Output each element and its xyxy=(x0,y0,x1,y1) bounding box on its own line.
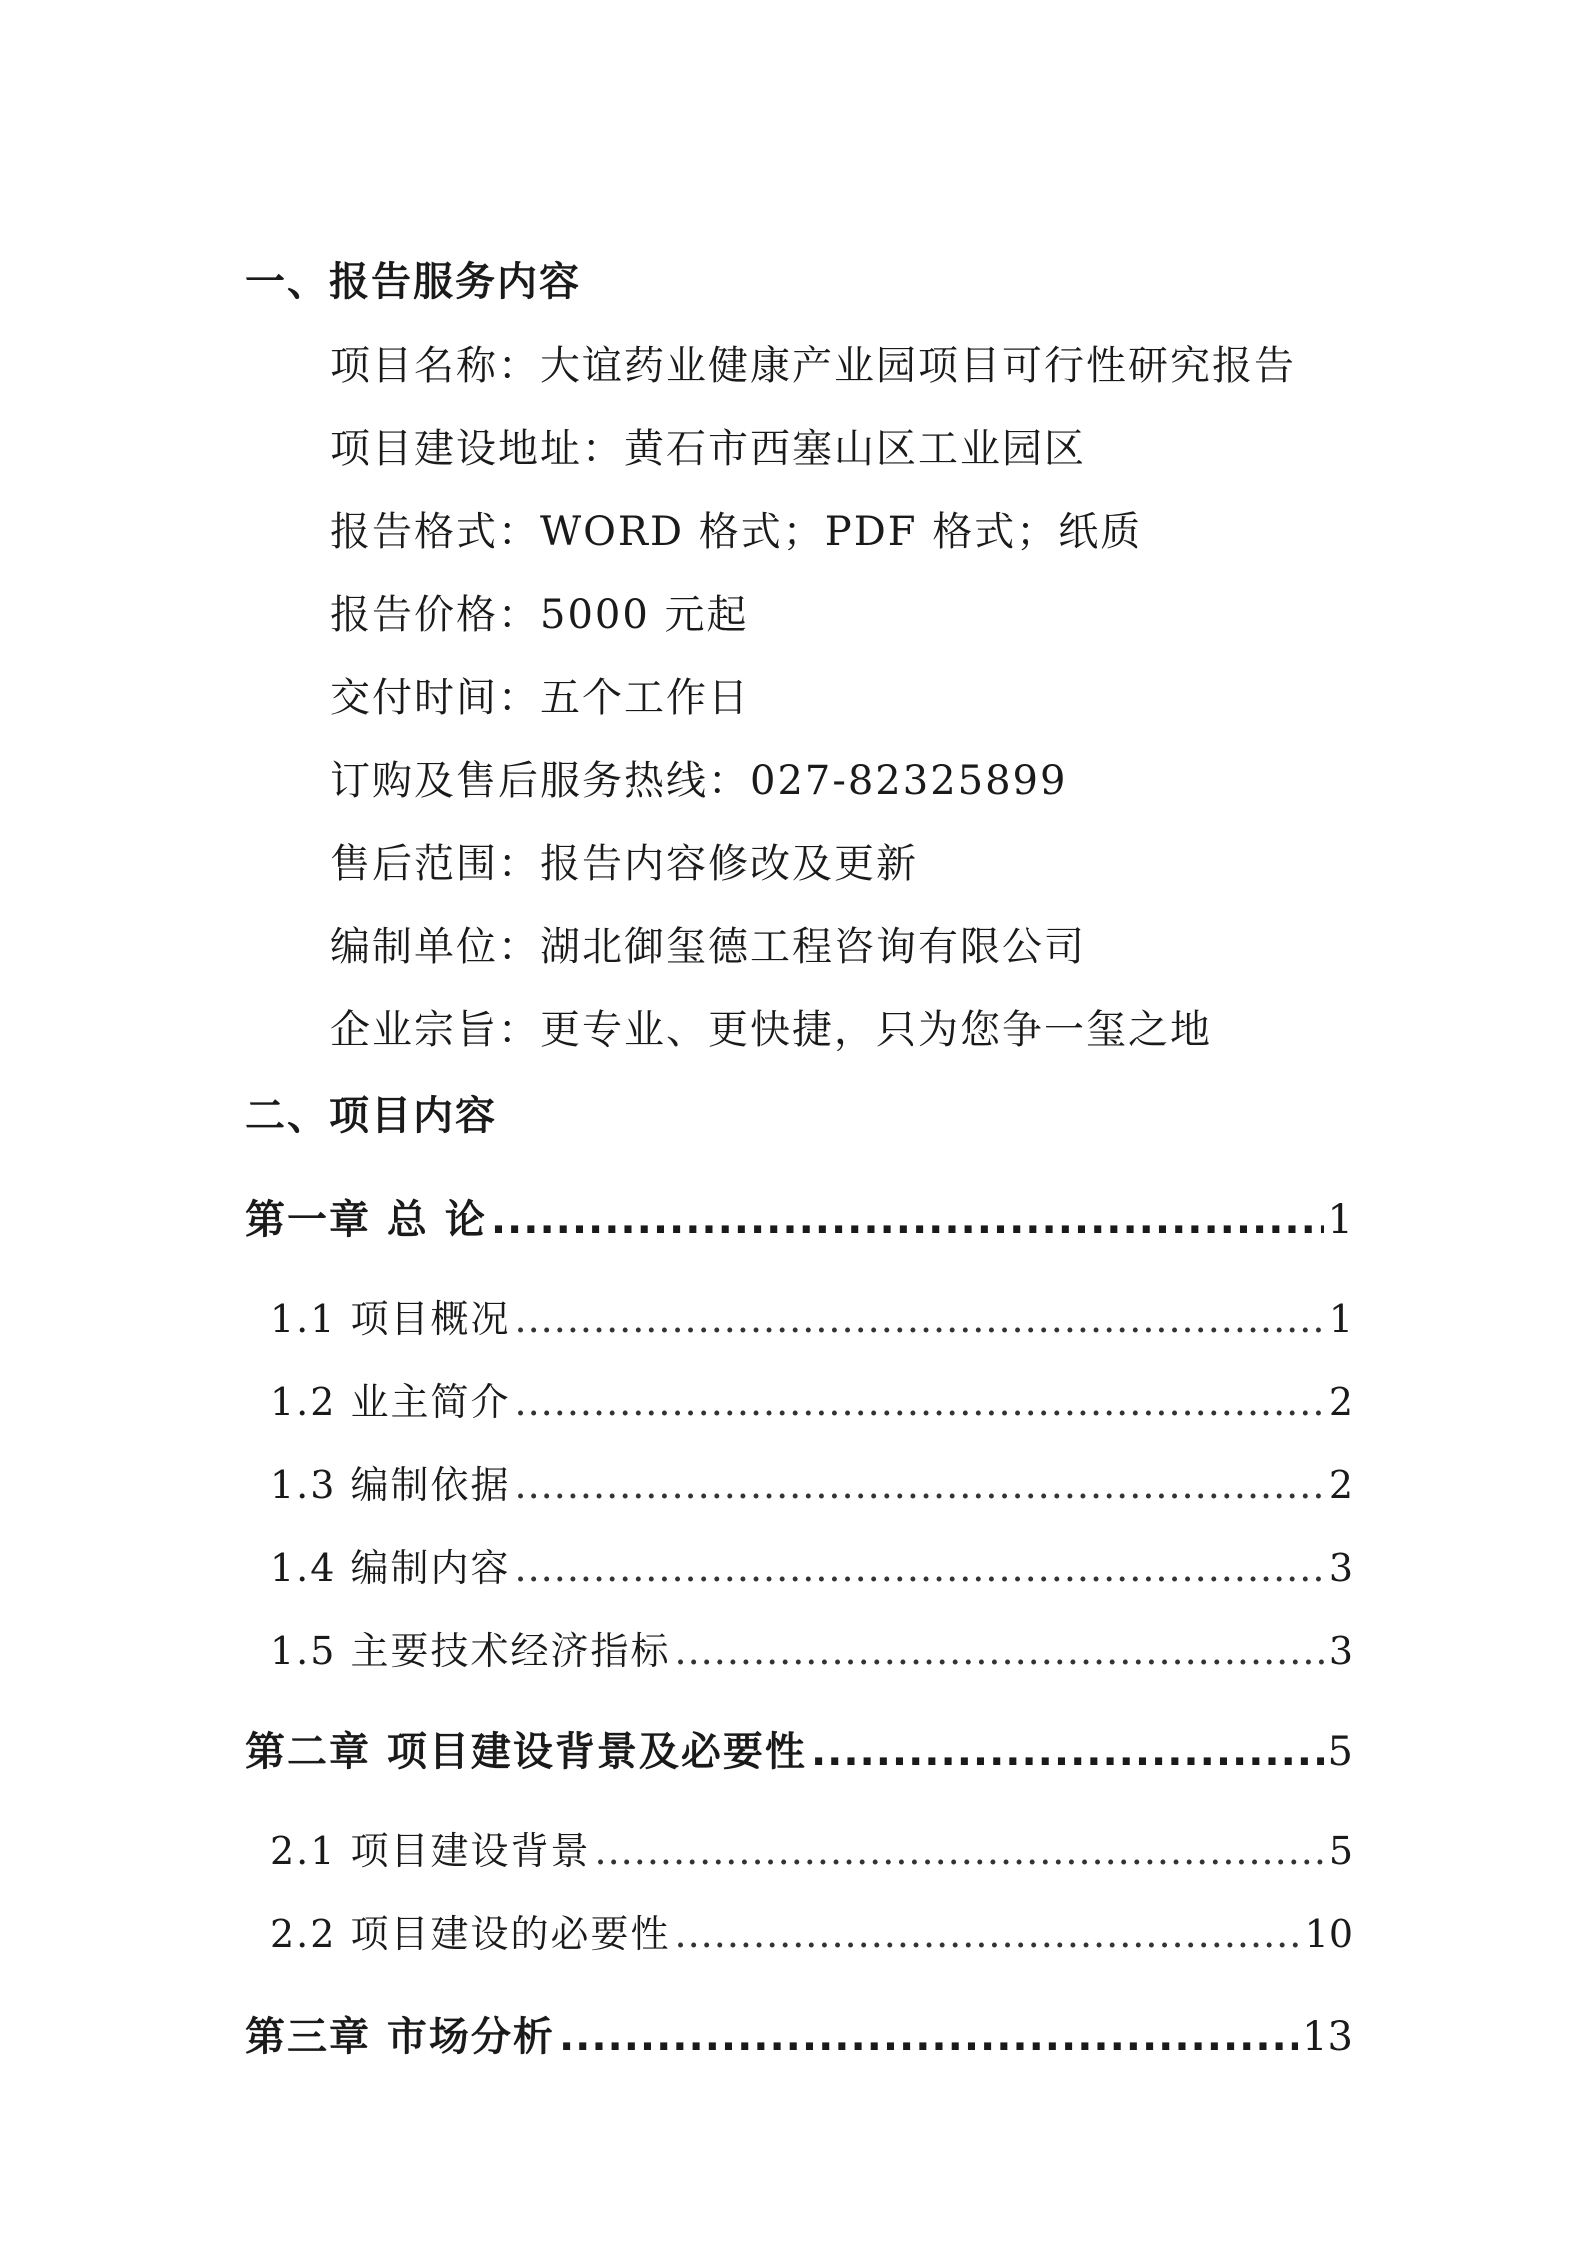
info-report-price: 报告价格：5000 元起 xyxy=(330,592,749,638)
toc-label: 1.2 业主简介 xyxy=(270,1380,511,1424)
toc-section-1-5[interactable] xyxy=(270,1620,1353,1675)
toc-page-number: 13 xyxy=(1302,2014,1353,2060)
toc-label: 2.2 项目建设的必要性 xyxy=(270,1912,671,1956)
toc-label: 第一章 总 论 xyxy=(245,1197,487,1243)
info-delivery-time: 交付时间：五个工作日 xyxy=(330,675,750,721)
info-compiler: 编制单位：湖北御玺德工程咨询有限公司 xyxy=(330,924,1086,970)
toc-page-number: 3 xyxy=(1328,1546,1353,1590)
toc-leader-dots xyxy=(595,1829,1325,1873)
toc-label: 1.5 主要技术经济指标 xyxy=(270,1629,671,1673)
toc-section-1-1[interactable] xyxy=(270,1288,1353,1343)
toc-page-number: 2 xyxy=(1328,1380,1353,1424)
info-report-format: 报告格式：WORD 格式；PDF 格式；纸质 xyxy=(330,509,1143,555)
toc-leader-dots xyxy=(515,1546,1325,1590)
info-company-motto: 企业宗旨：更专业、更快捷，只为您争一玺之地 xyxy=(330,1007,1212,1053)
toc-label: 1.4 编制内容 xyxy=(270,1546,511,1590)
toc-section-1-3[interactable] xyxy=(270,1454,1353,1509)
toc-label: 第三章 市场分析 xyxy=(245,2014,555,2060)
toc-label: 第二章 项目建设背景及必要性 xyxy=(245,1729,807,1775)
toc-section-1-2[interactable] xyxy=(270,1371,1353,1426)
report-service-heading: 一、报告服务内容 xyxy=(245,259,581,305)
info-after-sales-scope: 售后范围：报告内容修改及更新 xyxy=(330,841,918,887)
toc-leader-dots xyxy=(675,1912,1301,1956)
toc-chapter-1[interactable] xyxy=(245,1188,1353,1245)
toc-section-2-2[interactable] xyxy=(270,1903,1353,1958)
toc-section-2-1[interactable] xyxy=(270,1820,1353,1875)
toc-page-number: 1 xyxy=(1327,1197,1353,1243)
info-project-address: 项目建设地址：黄石市西塞山区工业园区 xyxy=(330,426,1086,472)
toc-page-number: 2 xyxy=(1328,1463,1353,1507)
project-content-heading: 二、项目内容 xyxy=(245,1093,497,1139)
toc-leader-dots xyxy=(811,1729,1324,1775)
toc-leader-dots xyxy=(675,1629,1325,1673)
toc-section-1-4[interactable] xyxy=(270,1537,1353,1592)
toc-page-number: 5 xyxy=(1327,1729,1353,1775)
toc-leader-dots xyxy=(515,1380,1325,1424)
toc-label: 1.1 项目概况 xyxy=(270,1297,511,1341)
toc-leader-dots xyxy=(491,1197,1324,1243)
toc-chapter-3[interactable] xyxy=(245,2005,1353,2062)
toc-chapter-2[interactable] xyxy=(245,1720,1353,1777)
toc-label: 2.1 项目建设背景 xyxy=(270,1829,591,1873)
toc-page-number: 10 xyxy=(1304,1912,1353,1956)
toc-leader-dots xyxy=(515,1297,1325,1341)
toc-page-number: 5 xyxy=(1328,1829,1353,1873)
toc-page-number: 1 xyxy=(1328,1297,1353,1341)
info-project-name: 项目名称：大谊药业健康产业园项目可行性研究报告 xyxy=(330,343,1296,389)
toc-leader-dots xyxy=(559,2014,1298,2060)
info-hotline: 订购及售后服务热线：027-82325899 xyxy=(330,758,1068,804)
toc-leader-dots xyxy=(515,1463,1325,1507)
toc-label: 1.3 编制依据 xyxy=(270,1463,511,1507)
toc-page-number: 3 xyxy=(1328,1629,1353,1673)
